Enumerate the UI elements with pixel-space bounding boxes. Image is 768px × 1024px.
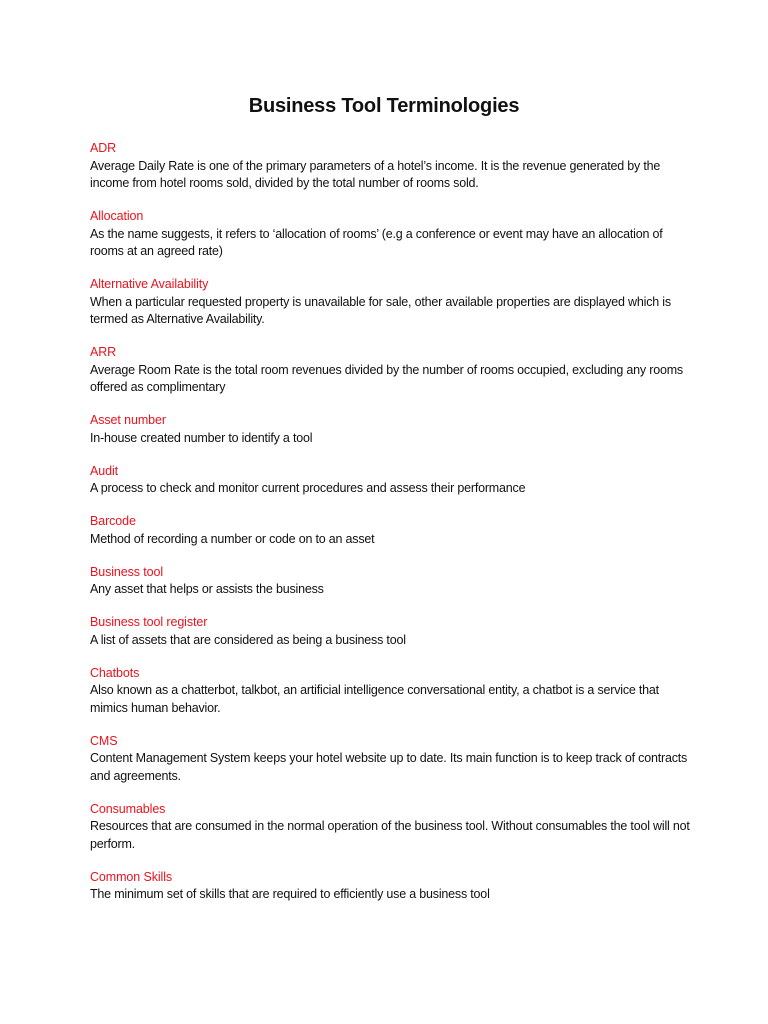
glossary-entry-business-tool [90, 564, 708, 599]
glossary-definition: Average Daily Rate is one of the primary parameters of a hotel’s income. It is the revenue generated by the income from hotel rooms sold, divided by the total number of rooms sold. [90, 158, 661, 190]
glossary-term: Alternative Availability [90, 277, 209, 291]
glossary-definition: Method of recording a number or code on to an asset [90, 531, 375, 546]
glossary-definition: The minimum set of skills that are required to efficiently use a business tool [90, 887, 490, 901]
glossary-term: Chatbots [90, 665, 140, 680]
document-title: Business Tool Terminologies [248, 95, 520, 117]
glossary-definition: Average Room Rate is the total room revenues divided by the number of rooms occupied, excluding any rooms offered as complimentary [90, 362, 683, 394]
glossary-entry-cms [90, 733, 708, 786]
glossary-definition: A process to check and monitor current procedures and assess their performance [90, 481, 526, 495]
glossary-entry-allocation [90, 208, 708, 261]
glossary-term: ARR [90, 345, 117, 359]
glossary-entry-adr [90, 140, 708, 193]
glossary-term: Consumables [90, 801, 166, 816]
glossary-definition: As the name suggests, it refers to ‘allocation of rooms’ (e.g a conference or event may have an allocation of rooms at an agreed rate) [90, 226, 663, 258]
glossary-entry-chatbots [90, 665, 708, 718]
glossary-entry-audit [90, 463, 708, 498]
glossary-term: Asset number [90, 413, 166, 427]
glossary-entry-common-skills [90, 869, 708, 904]
glossary-entry-business-tool-register [90, 614, 708, 649]
glossary-entry-arr [90, 344, 708, 397]
glossary-term: Audit [90, 463, 118, 478]
glossary-entry-consumables [90, 801, 708, 854]
glossary-entry-asset-number [90, 412, 708, 447]
glossary-term: Business tool register [90, 615, 208, 629]
glossary-term: CMS [90, 733, 118, 748]
glossary-term: Barcode [90, 514, 136, 528]
glossary-term: Common Skills [90, 869, 173, 884]
glossary-term: ADR [90, 141, 117, 155]
glossary-definition: Any asset that helps or assists the business [90, 582, 324, 596]
glossary-definition: A list of assets that are considered as being a business tool [90, 632, 406, 647]
glossary-definition: Content Management System keeps your hotel website up to date. Its main function is to keep track of contracts and agreements. [90, 751, 688, 783]
glossary-definition: When a particular requested property is unavailable for sale, other available properties are displayed which is termed as Alternative Availability. [90, 294, 671, 326]
glossary-term: Allocation [90, 209, 144, 223]
glossary-term: Business tool [90, 564, 164, 579]
glossary-definition: Resources that are consumed in the normal operation of the business tool. Without consumables the tool will not perform. [90, 819, 690, 851]
glossary-definition: In-house created number to identify a tool [90, 430, 313, 445]
glossary-definition: Also known as a chatterbot, talkbot, an artificial intelligence conversational entity, a chatbot is a service that mimics human behavior. [90, 683, 659, 715]
glossary-entry-barcode [90, 513, 708, 548]
glossary-entry-alternative-availability [90, 276, 708, 329]
